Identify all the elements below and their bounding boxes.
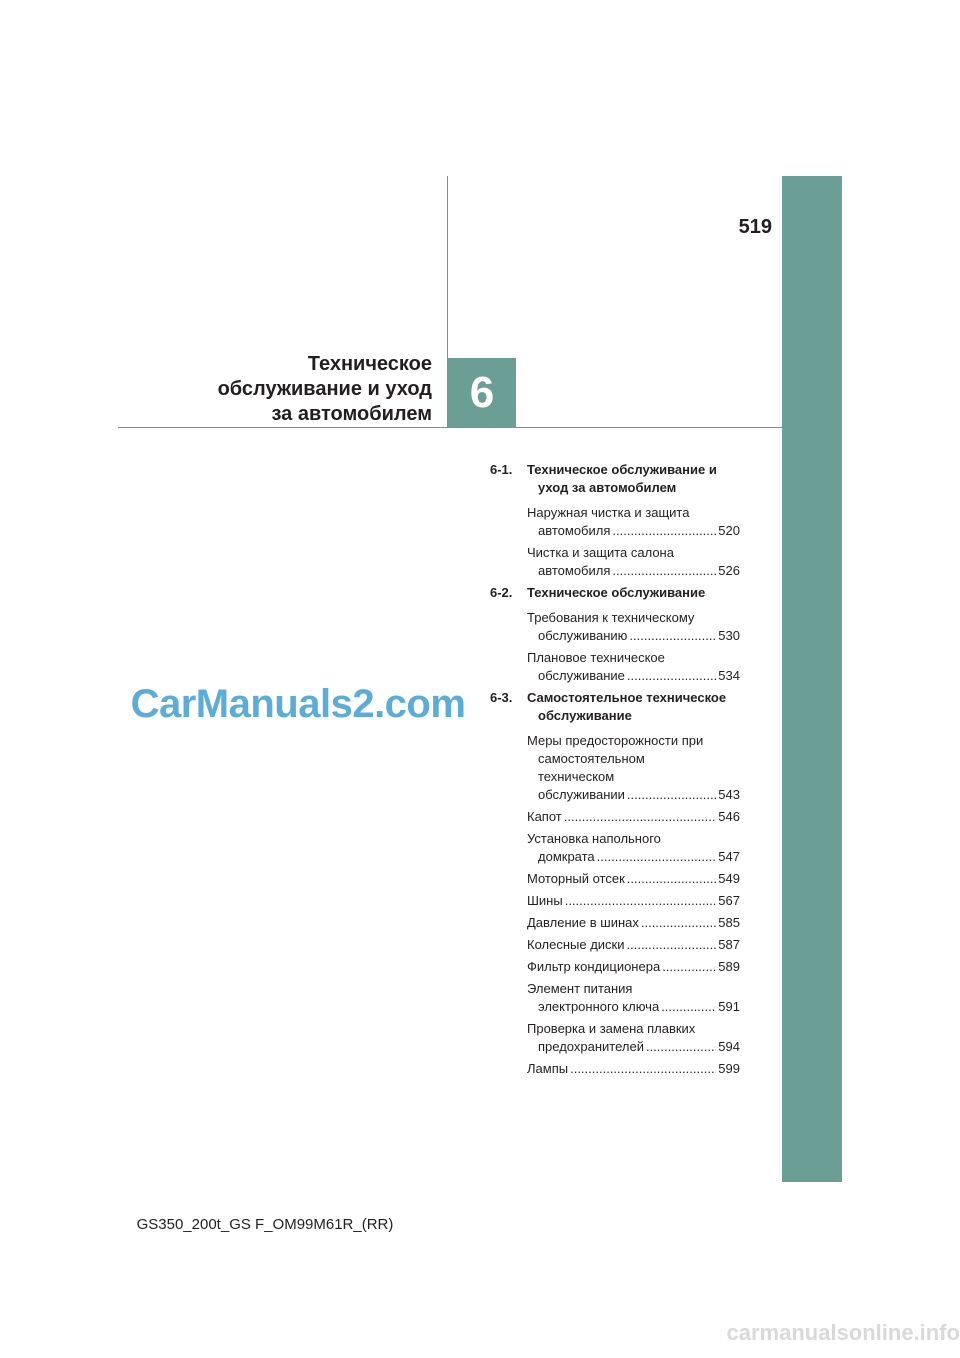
toc-page-number: 587 — [718, 937, 740, 952]
chapter-side-tab — [782, 176, 842, 1182]
toc-entry-text: Моторный отсек — [527, 871, 625, 886]
toc-entry-text: Давление в шинах — [527, 915, 639, 930]
toc-page-number: 599 — [718, 1061, 740, 1076]
toc-entry[interactable] — [490, 830, 740, 866]
toc-entry-text: Шины — [527, 893, 563, 908]
toc-dot-leader — [597, 848, 717, 866]
toc-page-number: 534 — [718, 668, 740, 683]
toc-section-heading[interactable] — [490, 461, 740, 497]
toc-entry-text: Проверка и замена плавких — [527, 1021, 696, 1036]
toc-entry-text: Установка напольного — [527, 831, 661, 846]
toc-entry[interactable] — [490, 609, 740, 645]
toc-section-number: 6-3. — [490, 690, 513, 705]
toc-entry-text: обслуживанию — [538, 628, 628, 643]
toc-entry-text: предохранителей — [538, 1039, 644, 1054]
toc-page-number: 549 — [718, 871, 740, 886]
toc-section-title — [527, 584, 740, 602]
toc-entry[interactable] — [490, 870, 740, 888]
toc-section-title-line: Техническое обслуживание и — [527, 462, 717, 477]
toc-entry[interactable] — [490, 1060, 740, 1078]
toc-entry-text: электронного ключа — [538, 999, 660, 1014]
toc-page-number: 526 — [718, 563, 740, 578]
toc-section-title-line: обслуживание — [538, 708, 632, 723]
toc-page-number: 543 — [718, 787, 740, 802]
chapter-title — [140, 352, 432, 427]
toc-entry-text: Плановое техническое — [527, 650, 665, 665]
chapter-number-badge — [448, 358, 516, 427]
toc-section-title-line: Техническое обслуживание — [527, 585, 706, 600]
document-footer: GS350_200t_GS F_OM99M61R_(RR) — [136, 1216, 394, 1233]
toc-entry-text: обслуживании — [538, 787, 625, 802]
toc-entry[interactable] — [490, 808, 740, 826]
toc-page-number: 594 — [718, 1039, 740, 1054]
toc-entry-text: автомобиля — [538, 563, 611, 578]
toc-section-number: 6-2. — [490, 585, 513, 600]
toc-entry-text: домкрата — [538, 849, 595, 864]
toc-entry[interactable] — [490, 980, 740, 1016]
toc-dot-leader — [612, 562, 716, 580]
toc-entry[interactable] — [490, 544, 740, 580]
toc-entry-text: автомобиля — [538, 523, 611, 538]
toc-entry-text: Чистка и защита салона — [527, 545, 674, 560]
toc-dot-leader — [627, 936, 717, 954]
toc-section-title — [527, 461, 740, 497]
toc-entry[interactable] — [490, 892, 740, 910]
toc-dot-leader — [646, 1038, 716, 1056]
toc-page-number: 591 — [718, 999, 740, 1014]
toc-entry-text: Требования к техническому — [527, 610, 695, 625]
toc-entry[interactable] — [490, 936, 740, 954]
toc-page-number: 585 — [718, 915, 740, 930]
toc-section-title — [527, 689, 740, 725]
toc-entry[interactable] — [490, 649, 740, 685]
toc-entry-text: Фильтр кондиционера — [527, 959, 661, 974]
toc-page-number: 567 — [718, 893, 740, 908]
chapter-title-line: за автомобилем — [271, 403, 432, 425]
toc-entry-text: Меры предосторожности при — [527, 733, 704, 748]
toc-page-number: 530 — [718, 628, 740, 643]
page-number: 519 — [738, 216, 772, 238]
toc-entry-text: Капот — [527, 809, 562, 824]
toc-dot-leader — [627, 870, 717, 888]
toc-page-number: 546 — [718, 809, 740, 824]
toc-page-number: 520 — [718, 523, 740, 538]
chapter-title-line: обслуживание и уход — [217, 378, 432, 400]
toc-entry-text: Колесные диски — [527, 937, 625, 952]
toc-entry[interactable] — [490, 504, 740, 540]
toc-page-number: 547 — [718, 849, 740, 864]
toc-dot-leader — [565, 892, 717, 910]
toc-entry-text: обслуживание — [538, 668, 625, 683]
toc-entry-text: Наружная чистка и защита — [527, 505, 690, 520]
toc-entry[interactable] — [490, 958, 740, 976]
toc-dot-leader — [570, 1060, 716, 1078]
toc-entry[interactable] — [490, 732, 740, 804]
toc-section-heading[interactable] — [490, 689, 740, 725]
toc-section-heading[interactable] — [490, 584, 740, 602]
toc-dot-leader — [661, 998, 716, 1016]
toc-section-title-line: Самостоятельное техническое — [527, 690, 727, 705]
table-of-contents — [490, 461, 740, 1082]
toc-dot-leader — [564, 808, 717, 826]
toc-dot-leader — [627, 667, 716, 685]
toc-dot-leader — [629, 627, 716, 645]
toc-entry-text: самостоятельном — [538, 751, 645, 766]
toc-page-number: 589 — [718, 959, 740, 974]
site-watermark: carmanualsonline.info — [726, 1320, 960, 1345]
toc-entry[interactable] — [490, 914, 740, 932]
toc-entry-text: Элемент питания — [527, 981, 633, 996]
chapter-title-line: Техническое — [307, 353, 432, 375]
toc-dot-leader — [612, 522, 716, 540]
toc-section-number: 6-1. — [490, 462, 513, 477]
toc-entry[interactable] — [490, 1020, 740, 1056]
toc-section-title-line: уход за автомобилем — [538, 480, 677, 495]
toc-entry-text: техническом — [538, 769, 615, 784]
chapter-number: 6 — [469, 367, 495, 417]
horizontal-divider — [118, 427, 782, 428]
toc-dot-leader — [627, 786, 716, 804]
toc-entry-text: Лампы — [527, 1061, 569, 1076]
toc-dot-leader — [662, 958, 716, 976]
toc-dot-leader — [641, 914, 716, 932]
watermark-logo: CarManuals2.com — [130, 681, 466, 726]
